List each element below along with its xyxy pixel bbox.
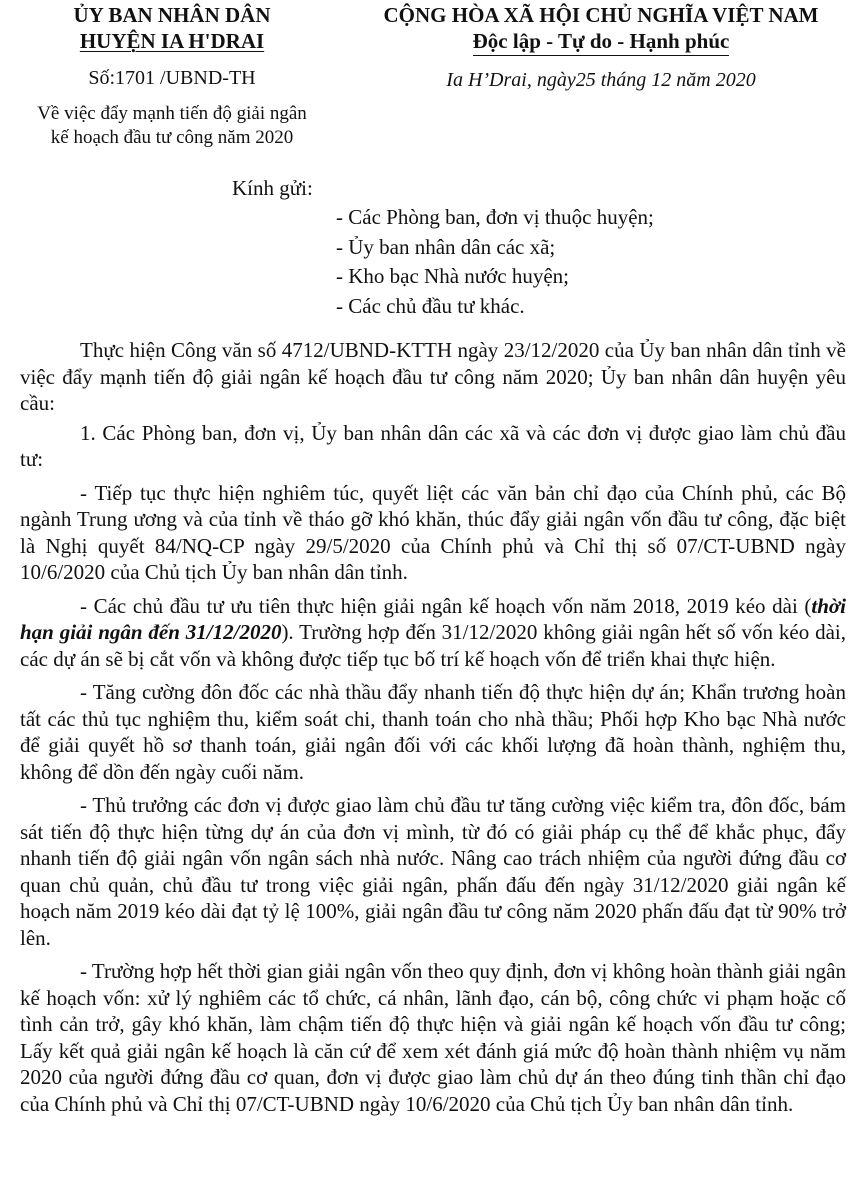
body-paragraph-intro: Thực hiện Công văn số 4712/UBND-KTTH ngày 23/12/2020 của Ủy ban nhân dân tỉnh về việc đẩy mạnh tiến độ giải ngân kế hoạch đầu tư công năm 2020; Ủy ban nhân dân huyện yêu cầu: [20, 338, 846, 415]
issuer-org-line2 [80, 28, 264, 54]
issuer-org-line1: ỦY BAN NHÂN DÂN [73, 3, 271, 27]
issuer-block [14, 2, 330, 150]
subject-line-1: Về việc đẩy mạnh tiến độ giải ngân [37, 103, 307, 124]
greeting: Kính gửi: [232, 176, 313, 200]
body-paragraph-deadline [20, 593, 846, 673]
body-paragraph: - Thủ trưởng các đơn vị được giao làm chủ đầu tư tăng cường việc kiểm tra, đôn đốc, bám sát tiến độ thực hiện từng dự án của đơn vị mình, từ đó có giải pháp cụ thể để khắc phục, đẩy nhanh tiến độ giải ngân vốn ngân sách nhà nước. Nâng cao trách nhiệm của người đứng đầu cơ quan chủ quản, chủ đầu tư trong việc giải ngân, phấn đấu đến ngày 31/12/2020 giải ngân kế hoạch năm 2019 kéo dài đạt tỷ lệ 100%, giải ngân đầu tư công năm 2020 phấn đấu đạt từ 90% trở lên. [20, 793, 846, 950]
recipient-item: - Các chủ đầu tư khác. [336, 293, 525, 318]
recipient-item: - Ủy ban nhân dân các xã; [336, 234, 556, 259]
national-motto: Độc lập - Tự do - Hạnh phúc [473, 28, 730, 56]
recipient-item: - Các Phòng ban, đơn vị thuộc huyện; [336, 205, 654, 229]
document-body [20, 337, 846, 1124]
paragraph-text: - Các chủ đầu tư ưu tiên thực hiện giải ngân kế hoạch vốn năm 2018, 2019 kéo dài ( [80, 593, 812, 618]
recipient-item: - Kho bạc Nhà nước huyện; [336, 264, 569, 288]
subject-line-2: kế hoạch đầu tư công năm 2020 [50, 127, 294, 148]
body-paragraph-item-1: 1. Các Phòng ban, đơn vị, Ủy ban nhân dân các xã và các đơn vị được giao làm chủ đầu tư: [20, 420, 846, 471]
recipient-list [336, 203, 654, 321]
document-number: Số:1701 /UBND-TH [88, 67, 256, 89]
document-subject [14, 102, 330, 150]
paragraph-text: ). Trường hợp đến 31/12/2020 không giải ngân hết số vốn kéo dài, các dự án sẽ bị cắt vốn và không được tiếp tục bố trí kế hoạch vốn để triển khai thực hiện. [20, 620, 846, 671]
body-paragraph: - Tăng cường đôn đốc các nhà thầu đẩy nhanh tiến độ thực hiện dự án; Khẩn trương hoàn tất các thủ tục nghiệm thu, kiểm soát chi, thanh toán cho nhà thầu; Phối hợp Kho bạc Nhà nước để giải quyết hồ sơ thanh toán, giải ngân đối với các khối lượng đã hoàn thành, nghiệm thu, không để dồn đến ngày cuối năm. [20, 680, 846, 784]
issuer-org-line2-text: HUYỆN IA H'DRAI [79, 29, 265, 53]
body-paragraph: - Tiếp tục thực hiện nghiêm túc, quyết liệt các văn bản chỉ đạo của Chính phủ, các Bộ ngành Trung ương và của tỉnh về tháo gỡ khó khăn, thúc đẩy giải ngân vốn đầu tư công, đặc biệt là Nghị quyết 84/NQ-CP ngày 29/5/2020 của Chính phủ và Chỉ thị số 07/CT-UBND ngày 10/6/2020 của Chủ tịch Ủy ban nhân dân tỉnh. [20, 480, 846, 584]
nation-title: CỘNG HÒA XÃ HỘI CHỦ NGHĨA VIỆT NAM [383, 3, 819, 27]
national-header [340, 2, 862, 92]
place-and-date: Ia H’Drai, ngày25 tháng 12 năm 2020 [446, 69, 756, 91]
deadline-emphasis: thời hạn giải ngân đến 31/12/2020 [20, 593, 846, 644]
body-paragraph: - Trường hợp hết thời gian giải ngân vốn theo quy định, đơn vị không hoàn thành giải ngân kế hoạch vốn: xử lý nghiêm các tổ chức, cá nhân, lãnh đạo, cán bộ, công chức vi phạm hoặc cố tình cản trở, gây khó khăn, làm chậm tiến độ thực hiện và giải ngân kế hoạch vốn đầu tư công; Lấy kết quả giải ngân kế hoạch là căn cứ để xem xét đánh giá mức độ hoàn thành nhiệm vụ năm 2020 của người đứng đầu cơ quan, đơn vị được giao làm chủ dự án theo đúng tinh thần chỉ đạo của Chính phủ và Chỉ thị 07/CT-UBND ngày 10/6/2020 của Chủ tịch Ủy ban nhân dân tỉnh. [20, 959, 846, 1116]
